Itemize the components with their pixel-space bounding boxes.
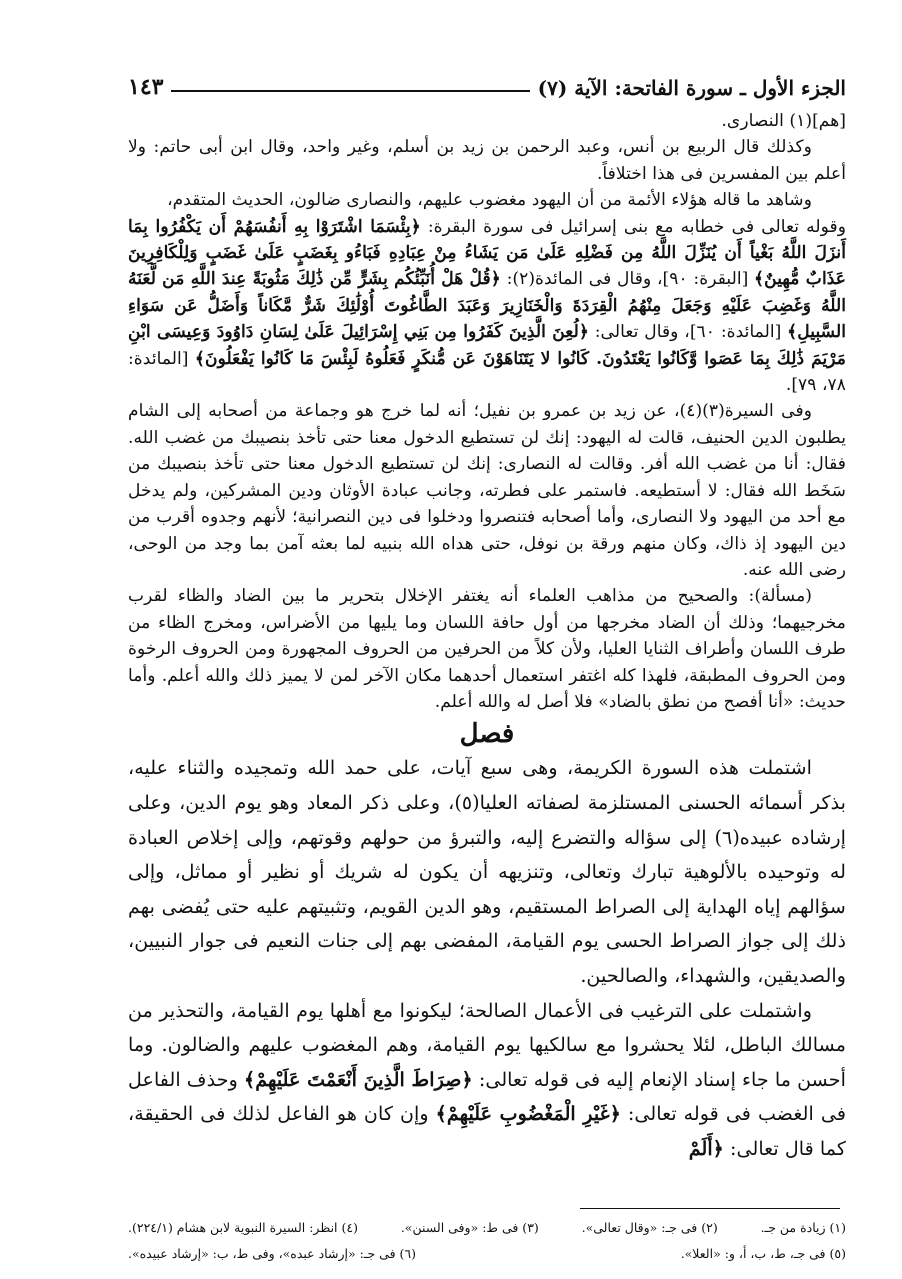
text-run: [المائدة: ٦٠]، وقال تعالى: — [594, 322, 782, 343]
footnote-row — [128, 1246, 846, 1261]
quran-verse: ﴿قُلْ هَلْ أُنَبِّئُكُم بِشَرٍّ مِّن ذَٰلِكَ مَثُوبَةً عِندَ اللَّهِ مَن لَّعَنَهُ اللَّهُ وَغَضِبَ عَلَيْهِ وَجَعَلَ مِنْهُمُ الْقِرَدَةَ وَالْخَنَازِيرَ وَعَبَدَ الطَّاغُوتَ أُوْلَٰئِكَ شَرٌّ مَّكَاناً وَأَضَلُّ عَن سَوَاءِ السَّبِيلِ﴾ — [128, 269, 846, 343]
text-run: وإن كان هو الفاعل لذلك فى الحقيقة، كما قال تعالى: — [128, 1102, 846, 1160]
footnote: (٣) فى ط: «وفى السنن». — [400, 1220, 539, 1235]
paragraph: وشاهد ما قاله هؤلاء الأئمة من أن اليهود مغضوب عليهم، والنصارى ضالون، الحديث المتقدم، — [167, 190, 812, 211]
paragraph-with-verses — [128, 214, 846, 399]
paragraph: وفى السيرة(٣)(٤)، عن زيد بن عمرو بن نفيل؛ أنه لما خرج هو وجماعة من أصحابه إلى الشام يطلبون الدين الحنيف، قالت له اليهود: إنك لن تستطيع الدخول معنا حتى تأخذ بنصيبك من غضب الله. فقال: أنا من غضب الله أفر. وقالت له النصارى: إنك لن تستطيع الدخول معنا حتى تأخذ بنصيبك من سَخَط الله فقال: لا أستطيعه. فاستمر على فطرته، وجانب عبادة الأوثان ودين المشركين، ولم يدخل مع أحد من اليهود ولا النصارى، وأما أصحابه فتنصروا ودخلوا فى دين النصرانية؛ لأنهم وجدوه أقرب من دين اليهود إذ ذاك، وكان منهم ورقة بن نوفل، حتى هداه الله بنبيه لما بعثه آمن بما وجد من الوحى، رضى الله عنه. — [128, 401, 846, 580]
footnote: (١) زيادة من جـ. — [760, 1220, 846, 1235]
running-header — [128, 66, 846, 100]
quran-verse: ﴿بِئْسَمَا اشْتَرَوْا بِهِ أَنفُسَهُمْ أَن يَكْفُرُوا بِمَا أَنزَلَ اللَّهُ بَغْياً أَن يُنَزِّلَ اللَّهُ مِن فَضْلِهِ عَلَىٰ مَن يَشَاءُ مِنْ عِبَادِهِ فَبَاءُو بِغَضَبٍ عَلَىٰ غَضَبٍ وَلِلْكَافِرِينَ عَذَابٌ مُّهِينٌ﴾ — [128, 216, 846, 290]
header-rule — [171, 90, 529, 92]
footnote: (٢) فى جـ: «وقال تعالى». — [581, 1220, 718, 1235]
paragraph: وكذلك قال الربيع بن أنس، وعبد الرحمن بن زيد بن أسلم، وغير واحد، وقال ابن أبى حاتم: ولا أعلم بين المفسرين فى هذا اختلافاً. — [128, 137, 846, 184]
text-run: وحذف الفاعل فى الغضب فى قوله تعالى: — [127, 1067, 846, 1126]
header-title: الجزء الأول ـ سورة الفاتحة: الآية (٧) — [537, 76, 846, 100]
quran-verse: ﴿لُعِنَ الَّذِينَ كَفَرُوا مِن بَنِي إِسْرَائِيلَ عَلَىٰ لِسَانِ دَاوُودَ وَعِيسَى ابْنِ مَرْيَمَ ذَٰلِكَ بِمَا عَصَوا وَّكَانُوا يَعْتَدُونَ. كَانُوا لا يَتَنَاهَوْنَ عَن مُّنكَرٍ فَعَلُوهُ لَبِئْسَ مَا كَانُوا يَفْعَلُونَ﴾ — [128, 322, 846, 369]
footnote: (٥) فى جـ، ط، ب، أ، و: «العلا». — [680, 1246, 846, 1261]
text-run: واشتملت على الترغيب فى الأعمال الصالحة؛ ليكونوا مع أهلها يوم القيامة، والتحذير من مسالك الباطل، لئلا يحشروا مع سالكيها يوم القيامة، وهم المغضوب عليهم والضالون. وما أحسن ما جاء إسناد الإنعام إليه فى قوله تعالى: — [128, 998, 846, 1091]
paragraph: (مسألة): والصحيح من مذاهب العلماء أنه يغتفر الإخلال بتحرير ما بين الضاد والظاء لقرب مخرجيهما؛ وذلك أن الضاد مخرجها من أول حافة اللسان وما يليها من الأضراس، ومخرج الظاء من طرف اللسان وأطراف الثنايا العليا، ولأن كلاً من الحرفين من الحروف المجهورة ومن الحروف الرخوة ومن الحروف المطبقة، فلهذا كله اغتفر استعمال أحدهما مكان الآخر لمن لا يميز ذلك والله أعلم. وأما حديث: «أنا أفصح من نطق بالضاد» فلا أصل له والله أعلم. — [128, 586, 846, 712]
text-run: [المائدة: ٧٨، ٧٩]. — [128, 348, 846, 396]
footnote: (٦) فى جـ: «إرشاد عبده»، وفى ط، ب: «إرشاد عبيده». — [128, 1246, 417, 1261]
page-number: ١٤٣ — [128, 74, 164, 100]
paragraph: اشتملت هذه السورة الكريمة، وهى سبع آيات، على حمد الله وتمجيده والثناء عليه، بذكر أسمائه الحسنى المستلزمة لصفاته العليا(٥)، وعلى ذكر المعاد وهو يوم الدين، وعلى إرشاده عبيده(٦) إلى سؤاله والتضرع إليه، والتبرؤ من حولهم وقوتهم، وإلى إخلاص العبادة له وتوحيده بالألوهية تبارك وتعالى، وتنزيهه أن يكون له شريك أو نظير أو مماثل، وإلى سؤالهم إياه الهداية إلى الصراط المستقيم، وهو الدين القويم، وتثبيتهم عليه حتى يُفضى بهم ذلك إلى جواز الصراط الحسى يوم القيامة، المفضى بهم إلى جنات النعيم فى جوار النبيين، والصديقين، والشهداء، والصالحين. — [128, 756, 846, 987]
text-run: [البقرة: ٩٠]، وقال فى المائدة(٢): — [506, 269, 749, 290]
paragraph: [هم](١) النصارى. — [721, 111, 846, 131]
footnote: (٤) انظر: السيرة النبوية لابن هشام (٢٢٤/١). — [128, 1220, 358, 1235]
text-run: وقوله تعالى فى خطابه مع بنى إسرائيل فى سورة البقرة: — [427, 216, 847, 237]
section-heading: فصل — [459, 719, 515, 750]
quran-verse: ﴿غَيْرِ الْمَغْضُوبِ عَلَيْهِمْ﴾ — [435, 1102, 621, 1126]
footnote-separator — [580, 1208, 840, 1209]
quran-verse: ﴿أَلَمْ — [688, 1136, 724, 1160]
main-text — [128, 108, 846, 1166]
footnote-row — [128, 1220, 846, 1235]
paragraph-with-verses — [128, 994, 846, 1167]
quran-verse: ﴿صِرَاطَ الَّذِينَ أَنْعَمْتَ عَلَيْهِمْ﴾ — [244, 1067, 473, 1091]
